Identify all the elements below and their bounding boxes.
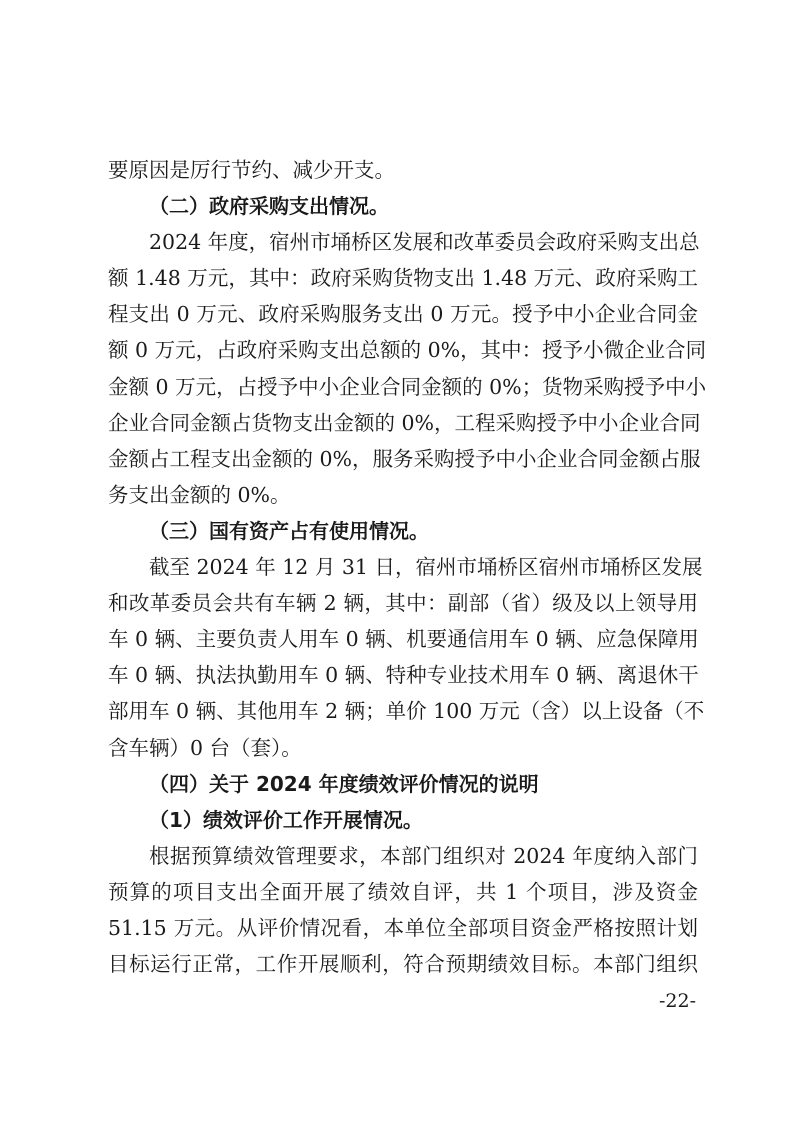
text-line: （四）关于 2024 年度绩效评价情况的说明 xyxy=(149,771,539,796)
text-line: 预算的项目支出全面开展了绩效自评，共 1 个项目，涉及资金 xyxy=(108,879,698,904)
text-line: （1）绩效评价工作开展情况。 xyxy=(149,807,423,832)
text-line: 51.15 万元。从评价情况看，本单位全部项目资金严格按照计划 xyxy=(108,915,698,940)
text-line: 金额占工程支出金额的 0%，服务采购授予中小企业合同金额占服 xyxy=(108,446,701,471)
document-body xyxy=(108,152,707,982)
text-line: 企业合同金额占货物支出金额的 0%，工程采购授予中小企业合同 xyxy=(108,410,701,435)
text-line: 截至 2024 年 12 月 31 日，宿州市埇桥区宿州市埇桥区发展 xyxy=(149,555,703,580)
section-heading xyxy=(108,766,698,802)
text-line: 要原因是厉行节约、减少开支。 xyxy=(108,158,395,182)
paragraph xyxy=(108,838,698,982)
text-line: 务支出金额的 0%。 xyxy=(108,482,291,507)
text-line: 金额 0 万元，占授予中小企业合同金额的 0%；货物采购授予中小 xyxy=(108,374,707,399)
page-number: -22- xyxy=(658,990,696,1012)
section-heading xyxy=(108,802,698,838)
paragraph xyxy=(108,152,698,188)
text-line: 目标运行正常，工作开展顺利，符合预期绩效目标。本部门组织 xyxy=(108,952,698,977)
text-line: （二）政府采购支出情况。 xyxy=(149,194,389,219)
text-line: 车 0 辆、执法执勤用车 0 辆、特种专业技术用车 0 辆、离退休干 xyxy=(108,663,699,688)
paragraph xyxy=(108,224,707,513)
text-line: 额 0 万元，占政府采购支出总额的 0%，其中：授予小微企业合同 xyxy=(108,338,707,363)
text-line: （三）国有资产占有使用情况。 xyxy=(149,518,429,543)
paragraph xyxy=(108,549,705,766)
text-line: 部用车 0 辆、其他用车 2 辆；单价 100 万元（含）以上设备（不 xyxy=(108,699,705,724)
text-line: 车 0 辆、主要负责人用车 0 辆、机要通信用车 0 辆、应急保障用 xyxy=(108,627,699,652)
section-heading xyxy=(108,188,698,224)
text-line: 程支出 0 万元、政府采购服务支出 0 万元。授予中小企业合同金 xyxy=(108,302,698,327)
text-line: 根据预算绩效管理要求，本部门组织对 2024 年度纳入部门 xyxy=(149,843,698,868)
text-line: 和改革委员会共有车辆 2 辆，其中：副部（省）级及以上领导用 xyxy=(108,591,698,616)
text-line: 2024 年度，宿州市埇桥区发展和改革委员会政府采购支出总 xyxy=(149,230,700,255)
text-line: 含车辆）0 台（套）。 xyxy=(108,735,302,760)
section-heading xyxy=(108,513,698,549)
text-line: 额 1.48 万元，其中：政府采购货物支出 1.48 万元、政府采购工 xyxy=(108,266,698,291)
